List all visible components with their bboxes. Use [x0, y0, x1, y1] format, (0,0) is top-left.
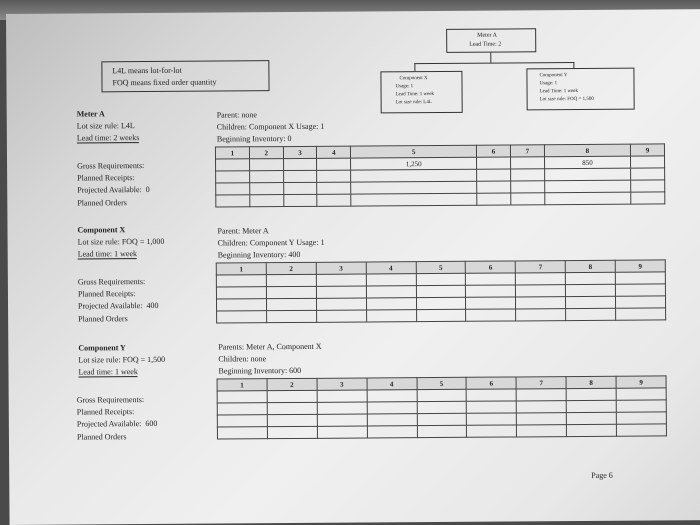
gross-cell — [249, 159, 283, 171]
tree-y-usage: Usage: 1 — [539, 81, 558, 87]
projected-label: Projected Available: 600 — [76, 419, 158, 429]
component-x-parent: Parent: Meter A — [217, 226, 269, 236]
tree-y-lot: Lot size rule: FOQ = 1,500 — [539, 96, 594, 103]
component-y-parent: Parents: Meter A, Component X — [218, 341, 322, 352]
period-cell: 9 — [615, 260, 665, 272]
gross-cell — [510, 157, 544, 169]
projected-label: Projected Available: 400 — [78, 301, 159, 311]
component-y-title: Component Y — [78, 343, 126, 353]
tree-connector-vertical — [490, 53, 491, 63]
projected-start: 400 — [146, 301, 159, 311]
tree-meter-lead: Lead Time: 2 — [469, 41, 502, 48]
component-x-children: Children: Component Y Usage: 1 — [217, 237, 325, 248]
gross-cell: 850 — [544, 156, 630, 169]
component-y-lot: Lot size rule: FOQ = 1,500 — [78, 354, 166, 365]
meter-a-title: Meter A — [76, 109, 105, 119]
tree-meter-box — [446, 28, 536, 53]
gross-label: Gross Requirements: — [77, 161, 145, 171]
projected-start: 600 — [145, 419, 158, 429]
tree-component-y-box — [526, 68, 634, 111]
period-cell: 8 — [566, 376, 616, 388]
orders-row — [217, 308, 666, 323]
gross-cell — [317, 158, 351, 170]
receipts-label: Planned Receipts: — [76, 407, 135, 417]
gross-label: Gross Requirements: — [77, 277, 146, 287]
period-cell: 9 — [616, 376, 666, 388]
period-cell: 4 — [367, 378, 417, 390]
period-cell: 3 — [317, 378, 367, 390]
receipts-label: Planned Receipts: — [77, 289, 136, 299]
period-cell: 8 — [544, 144, 630, 157]
tree-y-name: Component Y — [539, 73, 568, 79]
gross-label: Gross Requirements: — [76, 395, 145, 405]
legend-line-2: FOQ means fixed order quantity — [112, 77, 217, 88]
projected-label: Projected Available: 0 — [77, 185, 150, 195]
period-cell: 7 — [515, 261, 565, 273]
component-y-row-labels — [77, 394, 158, 443]
component-y-inventory: Beginning Inventory: 600 — [218, 365, 302, 376]
period-cell: 6 — [466, 377, 516, 389]
gross-cell — [477, 157, 511, 169]
period-cell: 4 — [366, 262, 416, 274]
tree-y-lead: Lead Time: 1 week — [539, 89, 579, 95]
period-cell: 4 — [317, 146, 351, 158]
period-cell: 5 — [416, 261, 466, 273]
period-cell: 3 — [283, 146, 317, 158]
gross-cell — [216, 159, 250, 171]
period-cell: 6 — [477, 145, 511, 157]
legend-box — [101, 60, 269, 92]
period-cell: 1 — [216, 263, 266, 275]
meter-a-inventory: Beginning Inventory: 0 — [216, 134, 292, 144]
period-cell: 6 — [466, 261, 516, 273]
component-x-grid — [216, 259, 666, 323]
period-cell: 7 — [510, 145, 544, 157]
legend-line-1: L4L means lot-for-lot — [112, 65, 182, 76]
paper-sheet — [6, 9, 700, 525]
tree-x-usage: Usage: 1 — [395, 84, 414, 90]
receipts-label: Planned Receipts: — [77, 173, 135, 183]
tree-connector-x — [414, 63, 415, 71]
tree-meter-name: Meter A — [477, 32, 498, 39]
meter-a-children: Children: Component X Usage: 1 — [216, 121, 325, 132]
period-cell: 2 — [249, 147, 283, 159]
meter-a-lot: Lot size rule: L4L — [76, 121, 135, 131]
period-cell: 7 — [516, 377, 566, 389]
period-cell: 1 — [215, 147, 249, 159]
component-x-lead: Lead time: 1 week — [77, 249, 138, 259]
period-cell: 5 — [351, 145, 477, 158]
tree-x-name: Component X — [399, 76, 428, 82]
period-cell: 2 — [267, 378, 317, 390]
tree-component-x-box — [380, 71, 462, 114]
component-x-lot: Lot size rule: FOQ = 1,000 — [77, 236, 165, 247]
meter-a-grid — [215, 143, 665, 207]
component-y-grid — [217, 375, 667, 439]
period-cell: 1 — [217, 379, 267, 391]
orders-label: Planned Orders — [77, 197, 127, 208]
orders-label: Planned Orders — [78, 313, 128, 324]
meter-a-parent: Parent: none — [216, 110, 257, 120]
tree-x-lot: Lot size rule: L4L — [395, 100, 432, 106]
component-y-children: Children: none — [218, 354, 267, 364]
page-number: Page 6 — [591, 470, 613, 480]
gross-cell: 1,250 — [351, 157, 477, 170]
gross-cell — [283, 158, 317, 170]
tree-connector-horizontal — [414, 62, 574, 64]
orders-label: Planned Orders — [76, 431, 127, 442]
component-x-row-labels — [78, 276, 159, 325]
orders-row — [217, 424, 666, 439]
meter-a-lead: Lead time: 2 weeks — [76, 133, 140, 143]
period-cell: 9 — [631, 144, 665, 156]
period-cell: 3 — [316, 262, 366, 274]
component-x-inventory: Beginning Inventory: 400 — [217, 249, 301, 260]
component-x-title: Component X — [77, 225, 126, 235]
gross-cell — [631, 156, 665, 168]
period-cell: 8 — [565, 260, 615, 272]
projected-start: 0 — [145, 185, 150, 195]
component-y-lead: Lead time: 1 week — [78, 367, 138, 377]
tree-x-lead: Lead Time: 1 week — [395, 92, 435, 98]
meter-a-row-labels — [77, 160, 150, 209]
orders-row — [216, 192, 665, 207]
period-cell: 2 — [266, 262, 316, 274]
period-cell: 5 — [417, 377, 467, 389]
